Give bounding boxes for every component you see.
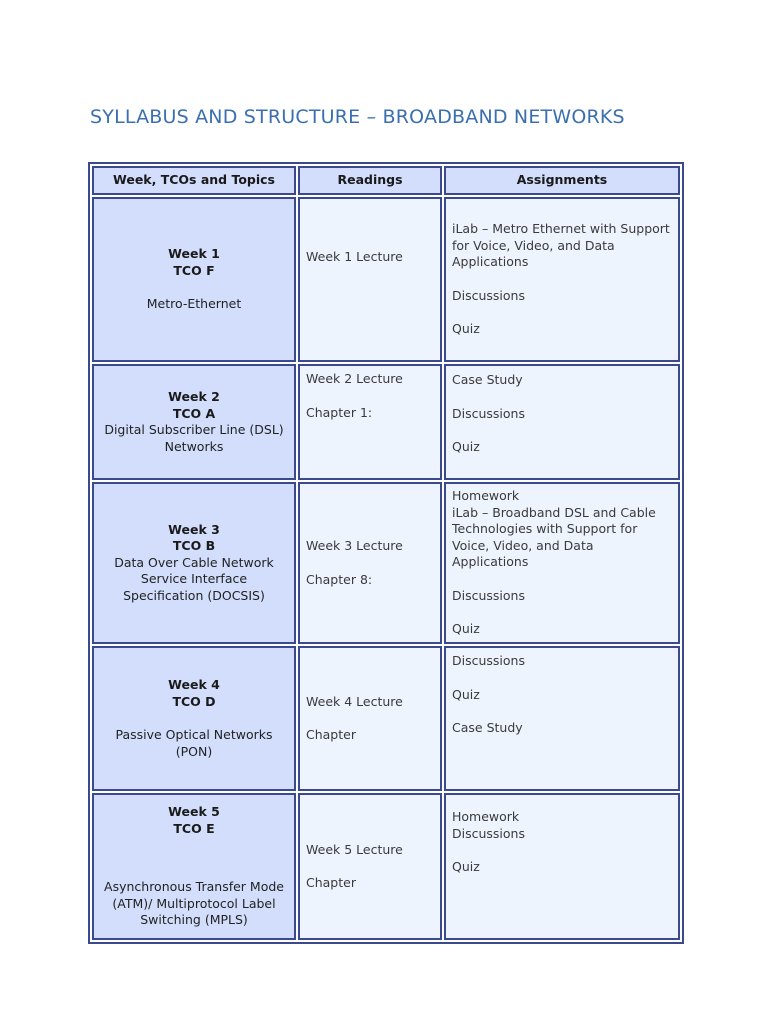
reading-item: Chapter <box>306 727 356 742</box>
week-label: Week 5 <box>168 804 220 820</box>
tco-label: TCO F <box>173 262 215 278</box>
assignment-item: Homework <box>452 809 520 824</box>
assignment-item: iLab – Metro Ethernet with Support for Voice, Video, and Data Applications <box>452 221 670 269</box>
week-label: Week 1 <box>168 246 220 262</box>
reading-item: Chapter 8: <box>306 571 373 587</box>
reading-item: Chapter <box>306 875 356 890</box>
assignment-item: Discussions <box>452 653 525 668</box>
syllabus-table <box>88 162 684 944</box>
assignments-cell <box>444 793 680 940</box>
assignment-item: Quiz <box>452 439 480 454</box>
assignment-item: Discussions <box>452 587 525 603</box>
topic-name: Asynchronous Transfer Mode (ATM)/ Multiprotocol Label Switching (MPLS) <box>104 879 284 928</box>
assignment-item: Discussions <box>452 825 525 841</box>
topic-cell <box>92 793 296 940</box>
assignment-item: Quiz <box>452 621 480 636</box>
tco-label: TCO B <box>172 538 216 554</box>
readings-cell <box>298 793 442 940</box>
assignment-item: Case Study <box>452 372 523 387</box>
assignment-item: iLab – Broadband DSL and Cable Technologies with Support for Voice, Video, and Data Applications <box>452 504 656 569</box>
reading-item: Chapter 1: <box>306 404 373 420</box>
table-row <box>92 197 680 362</box>
header-topics: Week, TCOs and Topics <box>92 166 296 195</box>
reading-item: Week 4 Lecture <box>306 693 403 709</box>
reading-item: Week 1 Lecture <box>306 249 403 265</box>
table-header-row <box>92 166 680 195</box>
tco-label: TCO A <box>172 405 216 421</box>
assignment-item: Quiz <box>452 321 480 336</box>
assignments-cell <box>444 364 680 480</box>
tco-label: TCO D <box>172 693 216 709</box>
table-row <box>92 646 680 791</box>
tco-label: TCO E <box>173 820 215 836</box>
readings-cell <box>298 364 442 480</box>
readings-cell <box>298 646 442 791</box>
reading-item: Week 3 Lecture <box>306 538 403 553</box>
week-label: Week 2 <box>168 389 220 404</box>
topic-cell <box>92 482 296 644</box>
assignment-item: Homework <box>452 488 520 503</box>
assignments-cell <box>444 197 680 362</box>
topic-cell <box>92 197 296 362</box>
table-row <box>92 482 680 644</box>
assignment-item: Quiz <box>452 686 480 702</box>
topic-name: Digital Subscriber Line (DSL) Networks <box>104 422 284 454</box>
assignment-item: Case Study <box>452 720 523 735</box>
table-row <box>92 364 680 480</box>
topic-cell <box>92 646 296 791</box>
table-row <box>92 793 680 940</box>
page-title: SYLLABUS AND STRUCTURE – BROADBAND NETWORKS <box>90 106 625 128</box>
assignment-item: Quiz <box>452 859 480 874</box>
week-label: Week 4 <box>168 677 220 692</box>
reading-item: Week 2 Lecture <box>306 371 403 386</box>
assignment-item: Discussions <box>452 287 525 303</box>
assignments-cell <box>444 482 680 644</box>
assignment-item: Discussions <box>452 405 525 421</box>
readings-cell <box>298 197 442 362</box>
week-label: Week 3 <box>168 521 220 537</box>
topic-name: Passive Optical Networks (PON) <box>115 727 273 759</box>
header-readings: Readings <box>298 166 442 195</box>
topic-name: Data Over Cable Network Service Interface Specification (DOCSIS) <box>114 554 274 603</box>
readings-cell <box>298 482 442 644</box>
assignments-cell <box>444 646 680 791</box>
topic-name: Metro-Ethernet <box>146 296 242 312</box>
topic-cell <box>92 364 296 480</box>
reading-item: Week 5 Lecture <box>306 841 403 857</box>
header-assignments: Assignments <box>444 166 680 195</box>
